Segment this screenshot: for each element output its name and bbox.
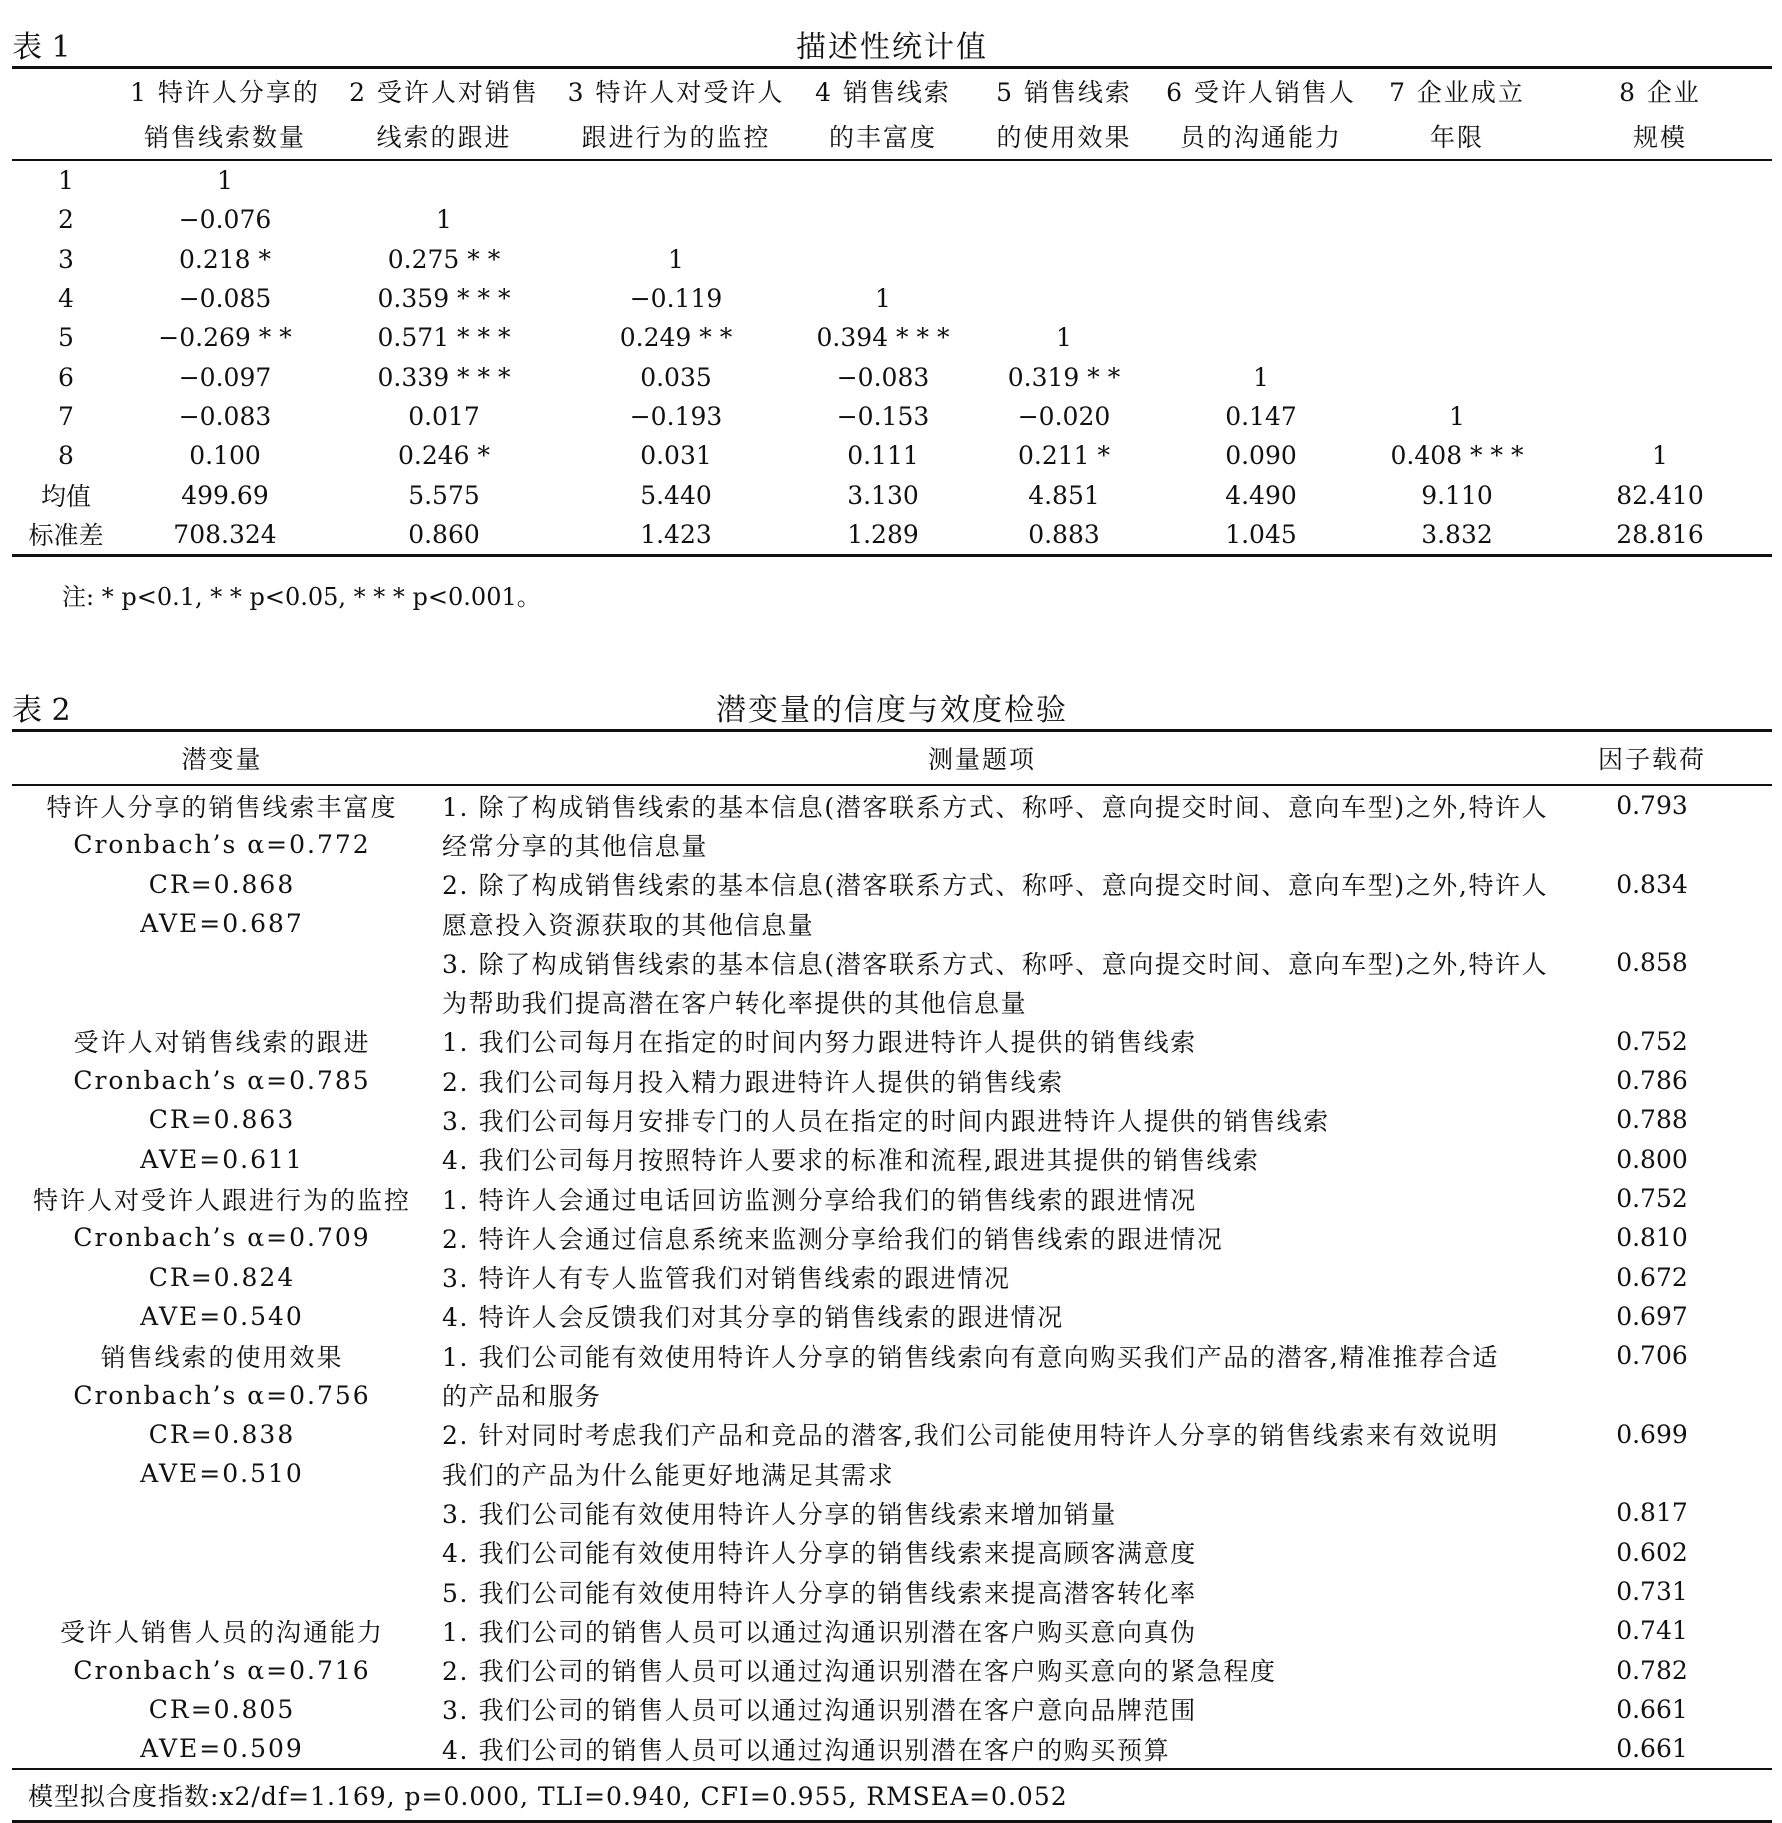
factor-loading-cell: 0.786 — [1616, 1066, 1688, 1096]
table1-cell: 0.031 — [640, 441, 712, 471]
factor-loading-cell: 0.793 — [1616, 791, 1688, 821]
measurement-item-cell: 5. 我们公司能有效使用特许人分享的销售线索来提高潜客转化率 — [442, 1578, 1197, 1608]
table1-row-label: 1 — [58, 166, 74, 196]
table1-cell: −0.085 — [178, 284, 272, 314]
table1-number: 表 1 — [12, 30, 71, 65]
table1-header-cell: 的丰富度 — [794, 113, 972, 160]
measurement-item-cell: 1. 除了构成销售线索的基本信息(潜客联系方式、称呼、意向提交时间、意向车型)之外,特许人 — [442, 792, 1549, 822]
measurement-item-cell: 2. 除了构成销售线索的基本信息(潜客联系方式、称呼、意向提交时间、意向车型)之外,特许人 — [442, 871, 1549, 901]
table2-row — [12, 1179, 1772, 1218]
table1-cell — [1156, 318, 1366, 357]
table1-row-label: 3 — [58, 244, 74, 274]
table1-header-cell: 2 受许人对销售 — [349, 78, 539, 107]
table1-cell: 1 — [875, 284, 891, 314]
table1-cell: 0.319 * * — [1007, 362, 1121, 392]
table1-cell: 0.339 * * * — [377, 362, 511, 392]
table2-row — [12, 1415, 1772, 1454]
table2-header-cell: 潜变量 — [12, 730, 432, 785]
table1-header-cell — [12, 113, 120, 160]
factor-loading-cell: 0.699 — [1616, 1419, 1688, 1449]
table1-cell: 1 — [668, 244, 684, 274]
table2-row — [12, 1729, 1772, 1769]
table1-cell: −0.119 — [629, 284, 723, 314]
factor-loading-cell: 0.731 — [1616, 1577, 1688, 1607]
table1-cell: 1 — [1449, 401, 1465, 431]
table1-header-cell: 3 特许人对受许人 — [567, 78, 785, 107]
measurement-item-cell: 3. 特许人有专人监管我们对销售线索的跟进情况 — [442, 1264, 1011, 1294]
latent-variable-cell — [12, 1572, 432, 1611]
table1-cell: −0.020 — [1017, 401, 1111, 431]
table2-row — [12, 1493, 1772, 1532]
table1-cell — [972, 240, 1156, 279]
table1-header-cell: 规模 — [1548, 113, 1772, 160]
measurement-item-cell: 1. 我们公司每月在指定的时间内努力跟进特许人提供的销售线索 — [442, 1028, 1197, 1058]
table1-cell: 0.035 — [640, 362, 712, 392]
factor-loading-cell: 0.602 — [1616, 1537, 1688, 1567]
latent-variable-cell — [12, 1533, 432, 1572]
table1-cell: 0.394 * * * — [816, 323, 950, 353]
table1-cell: 0.100 — [189, 441, 261, 471]
factor-loading-cell: 0.672 — [1616, 1262, 1688, 1292]
factor-loading-cell: 0.697 — [1616, 1301, 1688, 1331]
measurement-item-cell: 3. 我们公司能有效使用特许人分享的销售线索来增加销量 — [442, 1499, 1118, 1529]
table1-cell: −0.097 — [178, 362, 272, 392]
table1-cell — [330, 160, 558, 200]
table1-cell: 3.130 — [847, 480, 919, 510]
measurement-item-cell: 为帮助我们提高潜在客户转化率提供的其他信息量 — [442, 989, 1028, 1019]
table1-cell: 1.045 — [1225, 519, 1297, 549]
table1-row — [12, 160, 1772, 200]
table2-row — [12, 904, 1772, 943]
table2-title: 潜变量的信度与效度检验 — [716, 692, 1068, 728]
table2-row — [12, 1022, 1772, 1061]
measurement-item-cell: 愿意投入资源获取的其他信息量 — [442, 910, 815, 940]
table1-cell: 0.246 * — [397, 441, 491, 471]
measurement-item-cell: 我们的产品为什么能更好地满足其需求 — [442, 1460, 895, 1490]
latent-variable-cell: CR=0.824 — [148, 1262, 296, 1292]
table1-row — [12, 357, 1772, 396]
table1-cell — [794, 240, 972, 279]
measurement-item-cell: 2. 特许人会通过信息系统来监测分享给我们的销售线索的跟进情况 — [442, 1224, 1224, 1254]
table1-cell: 3.832 — [1421, 519, 1493, 549]
table2-row — [12, 1218, 1772, 1257]
table1-row-label: 标准差 — [28, 521, 104, 551]
table1-cell: 9.110 — [1421, 480, 1493, 510]
table1-header-cell: 跟进行为的监控 — [558, 113, 794, 160]
table1-row-label: 7 — [58, 401, 74, 431]
table1-cell: 1.289 — [847, 519, 919, 549]
table1-header-cell: 1 特许人分享的 — [130, 78, 320, 107]
table2-row — [12, 1140, 1772, 1179]
table1-row-label: 均值 — [40, 482, 91, 512]
table2-row — [12, 1533, 1772, 1572]
latent-variable-cell: 受许人对销售线索的跟进 — [73, 1028, 371, 1058]
table2-row — [12, 1572, 1772, 1611]
measurement-item-cell: 2. 针对同时考虑我们产品和竞品的潜客,我们公司能使用特许人分享的销售线索来有效说明 — [442, 1421, 1499, 1451]
table2-number: 表 2 — [12, 692, 71, 728]
table2-header-row — [12, 730, 1772, 785]
table1-cell: 0.860 — [408, 519, 480, 549]
table1-cell: 5.575 — [408, 480, 480, 510]
table2-row — [12, 1100, 1772, 1139]
table2-row — [12, 1061, 1772, 1100]
table1-cell — [794, 160, 972, 200]
table1-header-cell: 4 销售线索 — [815, 78, 951, 107]
factor-loading-cell: 0.810 — [1616, 1223, 1688, 1253]
table1-cell: 0.211 * — [1017, 441, 1111, 471]
latent-variable-cell: Cronbach’s α=0.709 — [73, 1223, 371, 1253]
table1-row — [12, 515, 1772, 556]
latent-variable-cell: Cronbach’s α=0.772 — [73, 830, 371, 860]
table1-row — [12, 240, 1772, 279]
latent-variable-cell — [12, 982, 432, 1021]
table1-cell — [1548, 200, 1772, 239]
table1-cell: 0.218 * — [178, 244, 272, 274]
table1-cell — [558, 160, 794, 200]
latent-variable-cell: Cronbach’s α=0.716 — [73, 1655, 371, 1685]
table1-title: 描述性统计值 — [796, 30, 988, 65]
table2-header-cell: 因子载荷 — [1532, 730, 1772, 785]
table1-cell: 1 — [436, 205, 452, 235]
table1-cell — [1548, 357, 1772, 396]
table1-cell: 0.883 — [1028, 519, 1100, 549]
table1-cell: 499.69 — [181, 480, 269, 510]
factor-loading-cell: 0.741 — [1616, 1616, 1688, 1646]
reliability-validity-table — [12, 729, 1772, 1823]
latent-variable-cell: AVE=0.510 — [140, 1459, 304, 1489]
table1-cell: −0.269 * * — [158, 323, 292, 353]
factor-loading-cell: 0.800 — [1616, 1144, 1688, 1174]
table2-body — [12, 785, 1772, 1769]
table2-row — [12, 1375, 1772, 1414]
factor-loading-cell: 0.661 — [1616, 1694, 1688, 1724]
table1-cell — [1156, 160, 1366, 200]
table2-row — [12, 982, 1772, 1021]
table1-cell — [1366, 279, 1548, 318]
table1-cell — [1548, 240, 1772, 279]
table1-cell: 0.359 * * * — [377, 284, 511, 314]
measurement-item-cell: 2. 我们公司的销售人员可以通过沟通识别潜在客户购买意向的紧急程度 — [442, 1657, 1277, 1687]
table1-cell: 1 — [1056, 323, 1072, 353]
factor-loading-cell: 0.661 — [1616, 1734, 1688, 1764]
table1-cell — [1366, 240, 1548, 279]
measurement-item-cell: 1. 我们公司的销售人员可以通过沟通识别潜在客户购买意向真伪 — [442, 1617, 1197, 1647]
table1-header-cell: 的使用效果 — [972, 113, 1156, 160]
table1-cell — [1548, 318, 1772, 357]
latent-variable-cell: AVE=0.509 — [140, 1734, 304, 1764]
table1-cell: 0.111 — [847, 441, 919, 471]
page — [12, 14, 1772, 1823]
table1-header-row-1 — [12, 68, 1772, 114]
measurement-item-cell: 4. 我们公司的销售人员可以通过沟通识别潜在客户的购买预算 — [442, 1735, 1171, 1765]
measurement-item-cell: 4. 我们公司能有效使用特许人分享的销售线索来提高顾客满意度 — [442, 1539, 1197, 1569]
table1-row-label: 4 — [58, 284, 74, 314]
latent-variable-cell: 特许人分享的销售线索丰富度 — [46, 792, 398, 822]
table1-cell: 0.017 — [408, 401, 480, 431]
table1-cell — [1366, 357, 1548, 396]
table1-cell: 1 — [1253, 362, 1269, 392]
table1-cell: −0.076 — [178, 205, 272, 235]
table1-cell: −0.083 — [836, 362, 930, 392]
table1-cell — [1366, 318, 1548, 357]
latent-variable-cell — [12, 1493, 432, 1532]
measurement-item-cell: 1. 我们公司能有效使用特许人分享的销售线索向有意向购买我们产品的潜客,精准推荐合适 — [442, 1342, 1499, 1372]
table1-cell — [972, 279, 1156, 318]
measurement-item-cell: 1. 特许人会通过电话回访监测分享给我们的销售线索的跟进情况 — [442, 1185, 1197, 1215]
table1-cell: 0.408 * * * — [1390, 441, 1524, 471]
measurement-item-cell: 的产品和服务 — [442, 1382, 602, 1412]
table2-row — [12, 1258, 1772, 1297]
table1-cell: 4.490 — [1225, 480, 1297, 510]
table1-row-label: 8 — [58, 441, 74, 471]
table1-header-cell: 5 销售线索 — [996, 78, 1132, 107]
measurement-item-cell: 4. 特许人会反馈我们对其分享的销售线索的跟进情况 — [442, 1303, 1064, 1333]
table1-header-cell: 员的沟通能力 — [1156, 113, 1366, 160]
table2-row — [12, 785, 1772, 825]
table2-row — [12, 1611, 1772, 1650]
latent-variable-cell: CR=0.838 — [148, 1419, 296, 1449]
table1-note: 注: * p<0.1, * * p<0.05, * * * p<0.001。 — [62, 582, 541, 611]
table1-cell — [972, 200, 1156, 239]
table2-row — [12, 825, 1772, 864]
table1-cell — [794, 200, 972, 239]
table1-cell — [1156, 240, 1366, 279]
table1-cell: 4.851 — [1028, 480, 1100, 510]
table2-header-cell: 测量题项 — [432, 730, 1532, 785]
factor-loading-cell: 0.817 — [1616, 1498, 1688, 1528]
table1-header-cell: 7 企业成立 — [1389, 78, 1525, 107]
table1-cell: 82.410 — [1616, 480, 1704, 510]
table1-cell — [972, 160, 1156, 200]
table1-row-label: 6 — [58, 362, 74, 392]
table1-row — [12, 436, 1772, 475]
factor-loading-cell: 0.834 — [1616, 869, 1688, 899]
table1-header-cell: 销售线索数量 — [120, 113, 330, 160]
table1-row-label: 5 — [58, 323, 74, 353]
table1-cell: 1 — [217, 166, 233, 196]
table2-row — [12, 865, 1772, 904]
table1-row-label: 2 — [58, 205, 74, 235]
table1-caption — [12, 14, 1772, 66]
table1-cell — [558, 200, 794, 239]
table1-cell — [1156, 279, 1366, 318]
table1-cell: 0.275 * * — [387, 244, 501, 274]
factor-loading-cell: 0.858 — [1616, 948, 1688, 978]
table1-header-cell: 8 企业 — [1619, 78, 1701, 107]
measurement-item-cell: 3. 我们公司每月安排专门的人员在指定的时间内跟进特许人提供的销售线索 — [442, 1106, 1330, 1136]
table1-cell: 5.440 — [640, 480, 712, 510]
latent-variable-cell: Cronbach’s α=0.756 — [73, 1380, 371, 1410]
table2-row — [12, 1297, 1772, 1336]
latent-variable-cell — [12, 943, 432, 982]
table1-row — [12, 318, 1772, 357]
measurement-item-cell: 2. 我们公司每月投入精力跟进特许人提供的销售线索 — [442, 1067, 1064, 1097]
table1-cell: 0.090 — [1225, 441, 1297, 471]
factor-loading-cell — [1532, 1454, 1772, 1493]
measurement-item-cell: 3. 除了构成销售线索的基本信息(潜客联系方式、称呼、意向提交时间、意向车型)之外,特许人 — [442, 949, 1549, 979]
table1-cell: 0.147 — [1225, 401, 1297, 431]
latent-variable-cell: Cronbach’s α=0.785 — [73, 1066, 371, 1096]
descriptive-statistics-table — [12, 66, 1772, 557]
table1-row — [12, 279, 1772, 318]
table1-cell: 0.571 * * * — [377, 323, 511, 353]
factor-loading-cell — [1532, 982, 1772, 1021]
factor-loading-cell — [1532, 904, 1772, 943]
factor-loading-cell — [1532, 825, 1772, 864]
factor-loading-cell: 0.788 — [1616, 1105, 1688, 1135]
table1-cell: 708.324 — [173, 519, 277, 549]
table1-cell: −0.083 — [178, 401, 272, 431]
table1-cell: −0.153 — [836, 401, 930, 431]
measurement-item-cell: 4. 我们公司每月按照特许人要求的标准和流程,跟进其提供的销售线索 — [442, 1146, 1260, 1176]
table1-cell — [1366, 160, 1548, 200]
table1-header-row-2 — [12, 113, 1772, 160]
factor-loading-cell: 0.706 — [1616, 1341, 1688, 1371]
table1-cell — [1548, 279, 1772, 318]
table1-header-cell — [12, 68, 120, 114]
table1-row — [12, 475, 1772, 514]
latent-variable-cell: CR=0.868 — [148, 869, 296, 899]
factor-loading-cell: 0.752 — [1616, 1184, 1688, 1214]
table1-header-cell: 年限 — [1366, 113, 1548, 160]
latent-variable-cell: 受许人销售人员的沟通能力 — [59, 1617, 384, 1647]
table1-cell: 0.249 * * — [619, 323, 733, 353]
latent-variable-cell: AVE=0.540 — [140, 1301, 304, 1331]
table1-cell — [1366, 200, 1548, 239]
table1-body — [12, 160, 1772, 555]
factor-loading-cell: 0.752 — [1616, 1026, 1688, 1056]
measurement-item-cell: 经常分享的其他信息量 — [442, 831, 709, 861]
table1-header-cell: 6 受许人销售人 — [1166, 78, 1356, 107]
table1-row — [12, 397, 1772, 436]
table1-cell — [1548, 397, 1772, 436]
latent-variable-cell: 销售线索的使用效果 — [100, 1342, 344, 1372]
table2-row — [12, 1651, 1772, 1690]
model-fit-footer: 模型拟合度指数:x2/df=1.169, p=0.000, TLI=0.940, CFI=0.955, RMSEA=0.052 — [12, 1769, 1772, 1822]
table2-row — [12, 1690, 1772, 1729]
table1-cell: 1.423 — [640, 519, 712, 549]
table2-row — [12, 1454, 1772, 1493]
table2-row — [12, 1336, 1772, 1375]
latent-variable-cell: CR=0.805 — [148, 1694, 296, 1724]
measurement-item-cell: 3. 我们公司的销售人员可以通过沟通识别潜在客户意向品牌范围 — [442, 1696, 1197, 1726]
table1-cell — [1548, 160, 1772, 200]
factor-loading-cell: 0.782 — [1616, 1655, 1688, 1685]
latent-variable-cell: AVE=0.687 — [140, 909, 304, 938]
table1-cell: 1 — [1652, 441, 1668, 471]
table1-cell: 28.816 — [1616, 519, 1704, 549]
table2-row — [12, 943, 1772, 982]
factor-loading-cell — [1532, 1375, 1772, 1414]
table1-header-cell: 线索的跟进 — [330, 113, 558, 160]
table1-cell: −0.193 — [629, 401, 723, 431]
latent-variable-cell: AVE=0.611 — [140, 1144, 304, 1174]
table1-row — [12, 200, 1772, 239]
table2-caption — [12, 677, 1772, 729]
latent-variable-cell: CR=0.863 — [148, 1105, 296, 1135]
latent-variable-cell: 特许人对受许人跟进行为的监控 — [32, 1185, 411, 1215]
table1-cell — [1156, 200, 1366, 239]
